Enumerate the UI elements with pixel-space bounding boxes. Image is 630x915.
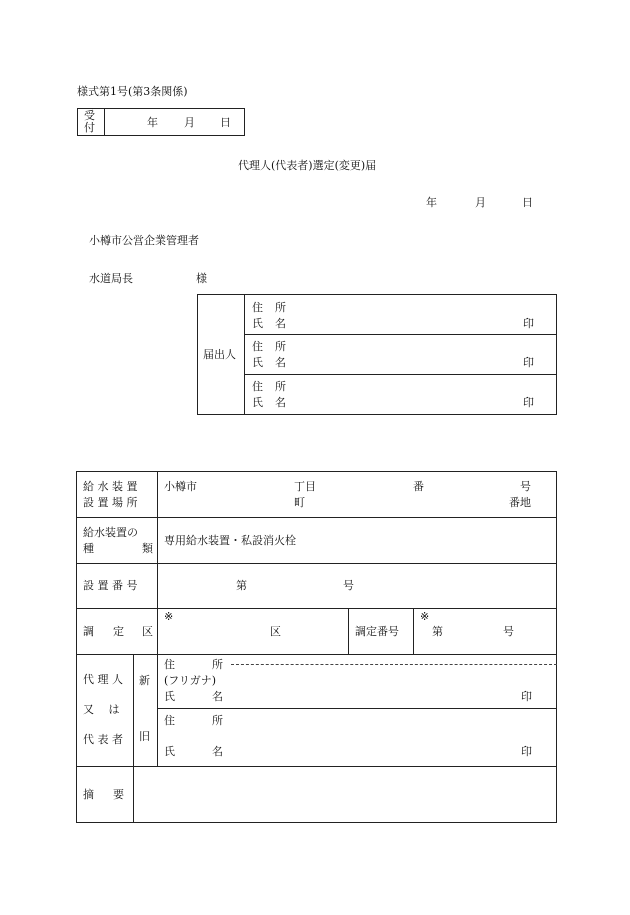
notifier-table (197, 294, 557, 415)
agent-furigana-dashed-line (231, 664, 557, 665)
district-number-mark: ※ (420, 610, 430, 623)
addressee-line1: 小樽市公営企業管理者 (89, 234, 199, 247)
notifier-1-name-2: 名 (275, 317, 286, 330)
date-month: 月 (475, 196, 486, 209)
agent-label-line3: 代 表 者 (83, 733, 123, 746)
notifier-2-name-2: 名 (275, 356, 286, 369)
district-label-c: 区 (142, 625, 153, 638)
district-number-label: 調定番号 (355, 625, 399, 638)
addressee-honorific: 様 (196, 272, 207, 285)
agent-new-label: 新 (139, 674, 150, 687)
notifier-1-seal: 印 (523, 317, 534, 330)
agent-new-name-1: 氏 (164, 690, 175, 703)
date-day: 日 (522, 196, 533, 209)
location-label-line2: 設 置 場 所 (83, 496, 138, 509)
agent-old-seal: 印 (521, 745, 532, 758)
reception-day: 日 (220, 116, 231, 129)
agent-old-name-1: 氏 (164, 745, 175, 758)
device-type-label-b: 類 (142, 542, 153, 555)
agent-old-address-1: 住 (164, 714, 175, 727)
notifier-2-address-2: 所 (275, 340, 286, 353)
reception-label-top: 受 (84, 109, 95, 122)
notifier-2-address-1: 住 (252, 340, 263, 353)
notifier-label: 届出人 (203, 348, 236, 361)
agent-old-name-2: 名 (212, 745, 223, 758)
district-number-prefix: 第 (432, 625, 443, 638)
location-chome: 丁目 (294, 480, 316, 493)
install-number-prefix: 第 (236, 579, 247, 592)
agent-label-line1: 代 理 人 (83, 673, 123, 686)
device-type-label-a: 種 (83, 542, 94, 555)
agent-new-name-2: 名 (212, 690, 223, 703)
agent-furigana: (フリガナ) (164, 674, 217, 687)
location-go: 号 (520, 480, 531, 493)
location-cho: 町 (294, 496, 305, 509)
main-table (76, 471, 557, 823)
agent-new-address-1: 住 (164, 658, 175, 671)
agent-new-seal: 印 (521, 690, 532, 703)
district-mark: ※ (164, 610, 174, 623)
form-number: 様式第1号(第3条関係) (77, 85, 188, 98)
agent-label-line2: 又 は (83, 703, 120, 716)
document-title: 代理人(代表者)選定(変更)届 (238, 159, 377, 172)
date-year: 年 (426, 196, 437, 209)
location-banchi: 番地 (509, 496, 531, 509)
notifier-1-name-1: 氏 (252, 317, 263, 330)
device-type-label-line1: 給水装置の (83, 526, 138, 539)
device-type-value: 専用給水装置・私設消火栓 (164, 534, 296, 547)
district-label-b: 定 (113, 625, 124, 638)
agent-old-label: 旧 (139, 730, 150, 743)
notifier-3-seal: 印 (523, 396, 534, 409)
notifier-1-address-2: 所 (275, 301, 286, 314)
district-ku: 区 (270, 625, 281, 638)
summary-label-b: 要 (113, 788, 124, 801)
notifier-3-address-1: 住 (252, 380, 263, 393)
agent-old-address-2: 所 (212, 714, 223, 727)
location-city: 小樽市 (164, 480, 197, 493)
reception-year: 年 (147, 116, 158, 129)
notifier-1-address-1: 住 (252, 301, 263, 314)
notifier-3-address-2: 所 (275, 380, 286, 393)
district-label-a: 調 (83, 625, 94, 638)
notifier-2-seal: 印 (523, 356, 534, 369)
district-number-suffix: 号 (503, 625, 514, 638)
notifier-3-name-2: 名 (275, 396, 286, 409)
reception-month: 月 (184, 116, 195, 129)
location-ban: 番 (413, 480, 424, 493)
notifier-3-name-1: 氏 (252, 396, 263, 409)
agent-new-address-2: 所 (212, 658, 223, 671)
install-number-suffix: 号 (343, 579, 354, 592)
location-label-line1: 給 水 装 置 (83, 480, 138, 493)
notifier-2-name-1: 氏 (252, 356, 263, 369)
addressee-line2: 水道局長 (89, 272, 133, 285)
summary-label-a: 摘 (83, 788, 94, 801)
reception-label-bottom: 付 (84, 121, 95, 134)
install-number-label: 設 置 番 号 (83, 579, 138, 592)
